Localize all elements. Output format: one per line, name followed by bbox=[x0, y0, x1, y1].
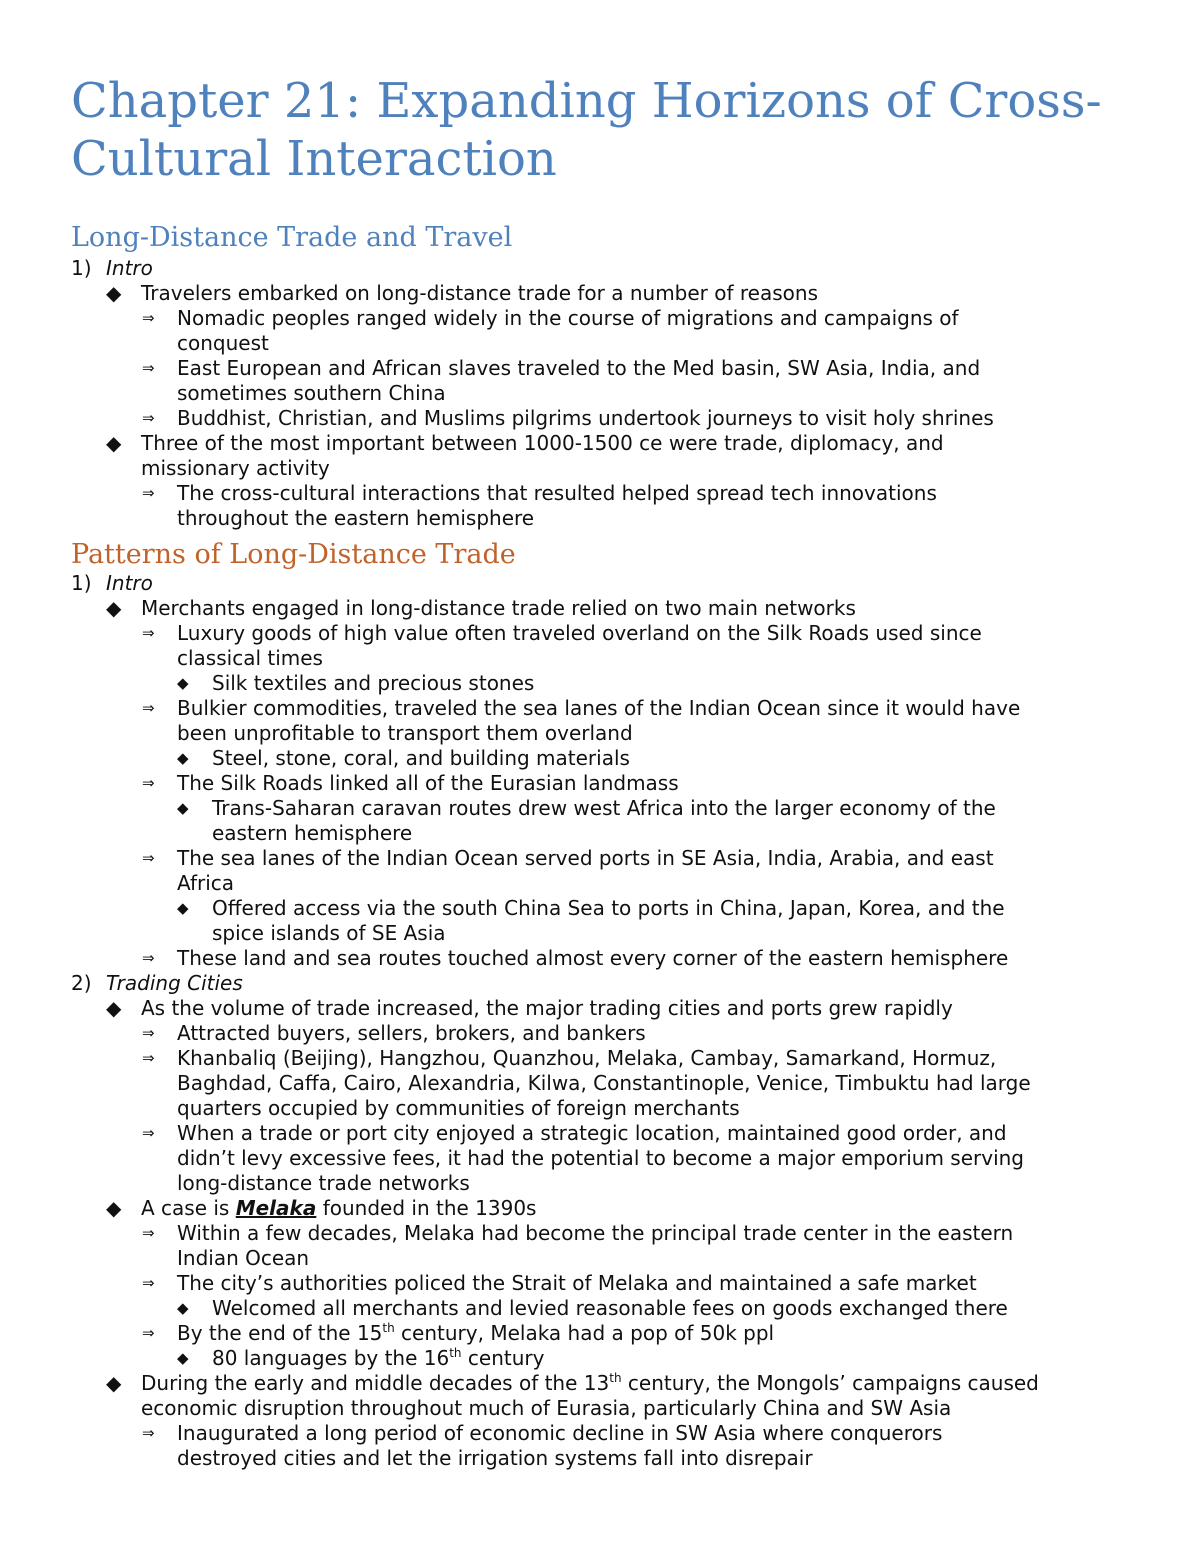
list-text bbox=[141, 1196, 536, 1221]
melaka-keyword: Melaka bbox=[235, 1196, 317, 1220]
arrow-bullet-icon: ⇒ bbox=[142, 309, 155, 327]
diamond-bullet-icon: ◆ bbox=[106, 1371, 122, 1395]
list-text: Africa bbox=[177, 871, 235, 895]
list-text bbox=[177, 1321, 774, 1346]
arrow-bullet-icon: ⇒ bbox=[142, 949, 155, 967]
list-text: destroyed cities and let the irrigation systems fall into disrepair bbox=[177, 1446, 813, 1470]
list-text: classical times bbox=[177, 646, 323, 670]
list-text-part: founded in the 1390s bbox=[316, 1196, 537, 1220]
list-text: Intro bbox=[106, 256, 153, 280]
list-text: Travelers embarked on long-distance trade for a number of reasons bbox=[141, 281, 818, 305]
small-diamond-bullet-icon: ◆ bbox=[177, 749, 189, 767]
diamond-bullet-icon: ◆ bbox=[106, 1196, 122, 1220]
superscript: th bbox=[382, 1321, 395, 1335]
list-text: Within a few decades, Melaka had become the principal trade center in the eastern bbox=[177, 1221, 1014, 1245]
list-text: The sea lanes of the Indian Ocean served ports in SE Asia, India, Arabia, and east bbox=[177, 846, 994, 870]
list-text: When a trade or port city enjoyed a strategic location, maintained good order, and bbox=[177, 1121, 1007, 1145]
diamond-bullet-icon: ◆ bbox=[106, 996, 122, 1020]
list-text bbox=[141, 1371, 1039, 1396]
list-text-part: century, Melaka had a pop of 50k ppl bbox=[394, 1321, 775, 1345]
list-text-part: A case is bbox=[141, 1196, 236, 1220]
list-number: 2) bbox=[71, 971, 92, 995]
small-diamond-bullet-icon: ◆ bbox=[177, 674, 189, 692]
list-text: missionary activity bbox=[141, 456, 330, 480]
arrow-bullet-icon: ⇒ bbox=[142, 1049, 155, 1067]
section-heading-long-distance-trade-and-travel: Long-Distance Trade and Travel bbox=[71, 222, 513, 253]
list-text: As the volume of trade increased, the major trading cities and ports grew rapidly bbox=[141, 996, 953, 1020]
list-text: East European and African slaves traveled to the Med basin, SW Asia, India, and bbox=[177, 356, 981, 380]
list-text: throughout the eastern hemisphere bbox=[177, 506, 535, 530]
list-text-part: By the end of the 15 bbox=[177, 1321, 383, 1345]
arrow-bullet-icon: ⇒ bbox=[142, 359, 155, 377]
small-diamond-bullet-icon: ◆ bbox=[177, 799, 189, 817]
arrow-bullet-icon: ⇒ bbox=[142, 774, 155, 792]
arrow-bullet-icon: ⇒ bbox=[142, 624, 155, 642]
arrow-bullet-icon: ⇒ bbox=[142, 1124, 155, 1142]
list-text: eastern hemisphere bbox=[212, 821, 413, 845]
superscript: th bbox=[609, 1371, 622, 1385]
list-text: Luxury goods of high value often traveled overland on the Silk Roads used since bbox=[177, 621, 982, 645]
list-text: Bulkier commodities, traveled the sea lanes of the Indian Ocean since it would have bbox=[177, 696, 1021, 720]
list-text: Attracted buyers, sellers, brokers, and bankers bbox=[177, 1021, 646, 1045]
list-text: Merchants engaged in long-distance trade relied on two main networks bbox=[141, 596, 856, 620]
list-number: 1) bbox=[71, 256, 92, 280]
list-text: Intro bbox=[106, 571, 153, 595]
diamond-bullet-icon: ◆ bbox=[106, 596, 122, 620]
list-text: economic disruption throughout much of Eurasia, particularly China and SW Asia bbox=[141, 1396, 952, 1420]
list-text-part: 80 languages by the 16 bbox=[212, 1346, 450, 1370]
list-text bbox=[212, 1346, 544, 1371]
list-text: Baghdad, Caffa, Cairo, Alexandria, Kilwa, Constantinople, Venice, Timbuktu had large bbox=[177, 1071, 1031, 1095]
small-diamond-bullet-icon: ◆ bbox=[177, 1299, 189, 1317]
list-text: Three of the most important between 1000-1500 ce were trade, diplomacy, and bbox=[141, 431, 944, 455]
list-text: Steel, stone, coral, and building materials bbox=[212, 746, 630, 770]
list-text: didn’t levy excessive fees, it had the potential to become a major emporium serving bbox=[177, 1146, 1024, 1170]
list-number: 1) bbox=[71, 571, 92, 595]
arrow-bullet-icon: ⇒ bbox=[142, 1024, 155, 1042]
list-text: conquest bbox=[177, 331, 269, 355]
list-text: sometimes southern China bbox=[177, 381, 446, 405]
list-text: quarters occupied by communities of foreign merchants bbox=[177, 1096, 740, 1120]
list-text: Inaugurated a long period of economic decline in SW Asia where conquerors bbox=[177, 1421, 943, 1445]
arrow-bullet-icon: ⇒ bbox=[142, 1324, 155, 1342]
list-text-part: century, the Mongols’ campaigns caused bbox=[621, 1371, 1039, 1395]
list-text: Silk textiles and precious stones bbox=[212, 671, 535, 695]
arrow-bullet-icon: ⇒ bbox=[142, 1274, 155, 1292]
list-text: Welcomed all merchants and levied reasonable fees on goods exchanged there bbox=[212, 1296, 1008, 1320]
list-text: Buddhist, Christian, and Muslims pilgrims undertook journeys to visit holy shrines bbox=[177, 406, 994, 430]
arrow-bullet-icon: ⇒ bbox=[142, 409, 155, 427]
list-text-part: century bbox=[461, 1346, 545, 1370]
list-text: The Silk Roads linked all of the Eurasian landmass bbox=[177, 771, 679, 795]
list-text: Trans-Saharan caravan routes drew west Africa into the larger economy of the bbox=[212, 796, 996, 820]
arrow-bullet-icon: ⇒ bbox=[142, 1424, 155, 1442]
diamond-bullet-icon: ◆ bbox=[106, 431, 122, 455]
page-title: Chapter 21: Expanding Horizons of Cross-Cultural Interaction bbox=[71, 73, 1102, 187]
list-text: Khanbaliq (Beijing), Hangzhou, Quanzhou, Melaka, Cambay, Samarkand, Hormuz, bbox=[177, 1046, 997, 1070]
arrow-bullet-icon: ⇒ bbox=[142, 849, 155, 867]
list-text: The city’s authorities policed the Strait of Melaka and maintained a safe market bbox=[177, 1271, 977, 1295]
list-text-part: During the early and middle decades of the 13 bbox=[141, 1371, 610, 1395]
list-text: Nomadic peoples ranged widely in the course of migrations and campaigns of bbox=[177, 306, 959, 330]
list-text: The cross-cultural interactions that resulted helped spread tech innovations bbox=[177, 481, 937, 505]
list-text: been unprofitable to transport them overland bbox=[177, 721, 633, 745]
list-text: These land and sea routes touched almost every corner of the eastern hemisphere bbox=[177, 946, 1009, 970]
arrow-bullet-icon: ⇒ bbox=[142, 484, 155, 502]
small-diamond-bullet-icon: ◆ bbox=[177, 1349, 189, 1367]
list-text: Trading Cities bbox=[106, 971, 243, 995]
arrow-bullet-icon: ⇒ bbox=[142, 1224, 155, 1242]
section-heading-patterns-of-long-distance-trade: Patterns of Long-Distance Trade bbox=[71, 539, 516, 570]
list-text: Indian Ocean bbox=[177, 1246, 310, 1270]
diamond-bullet-icon: ◆ bbox=[106, 281, 122, 305]
list-text: spice islands of SE Asia bbox=[212, 921, 446, 945]
small-diamond-bullet-icon: ◆ bbox=[177, 899, 189, 917]
list-text: long-distance trade networks bbox=[177, 1171, 470, 1195]
arrow-bullet-icon: ⇒ bbox=[142, 699, 155, 717]
superscript: th bbox=[449, 1346, 462, 1360]
list-text: Offered access via the south China Sea to ports in China, Japan, Korea, and the bbox=[212, 896, 1005, 920]
